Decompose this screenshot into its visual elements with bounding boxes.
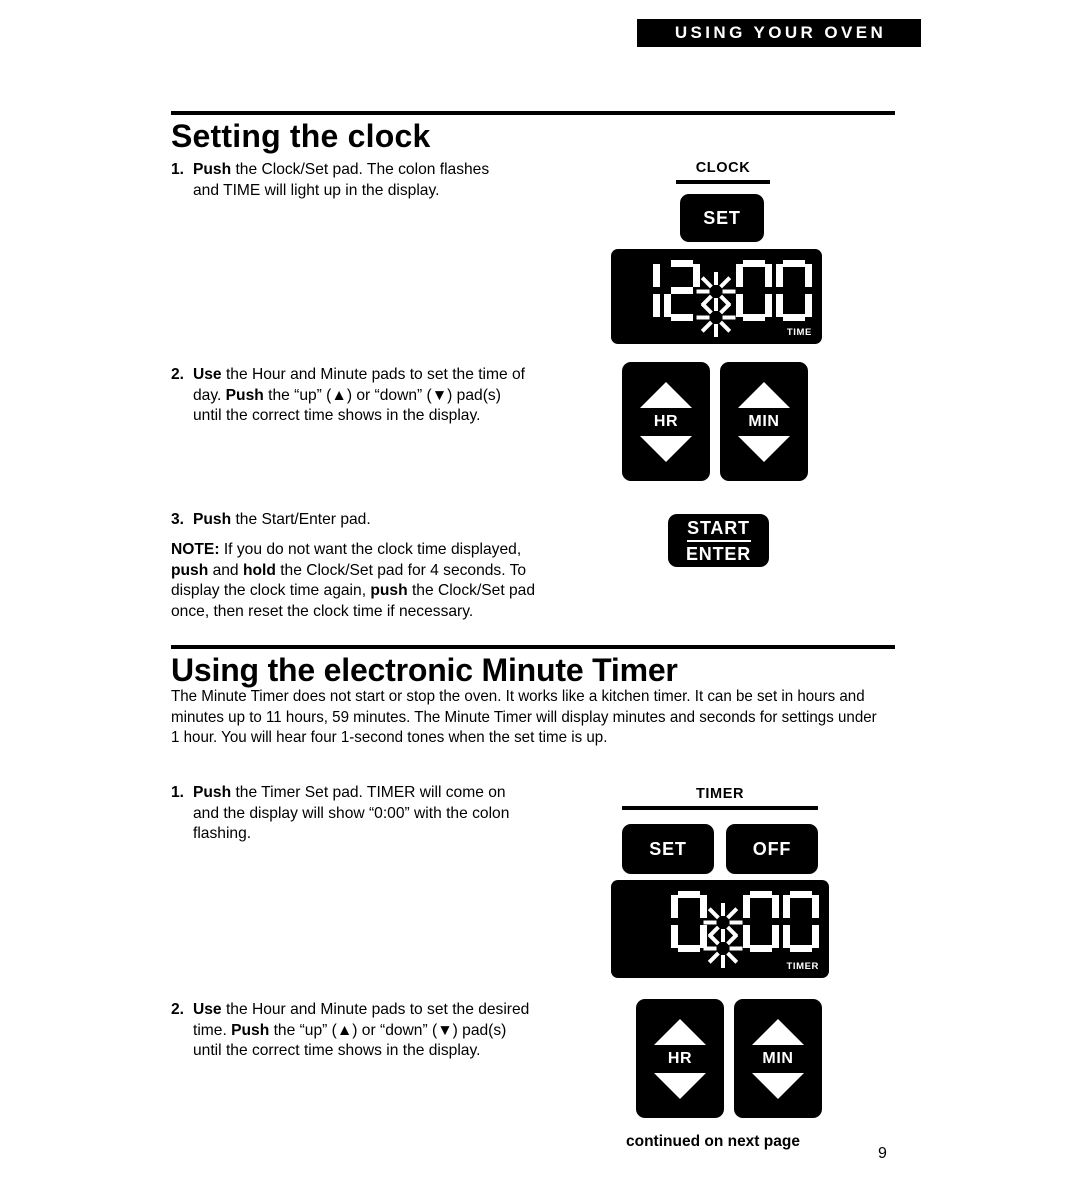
- timer-group-label: TIMER: [695, 786, 745, 802]
- start-enter-divider: [687, 540, 751, 542]
- timer-step-2-text: Use the Hour and Minute pads to set the desired time. Push the “up” (▲) or “down” (▼) pad(s) until the correct time shows in the display.: [193, 1001, 530, 1060]
- triangle-down-icon[interactable]: [752, 1073, 804, 1099]
- section-divider-clock: [171, 111, 895, 115]
- timer-display-timer-indicator: TIMER: [786, 961, 819, 972]
- clock-digit-2: [664, 260, 700, 322]
- clock-digit-1: [644, 260, 660, 322]
- continued-notice: continued on next page: [626, 1133, 800, 1150]
- clock-digit-4: [776, 260, 812, 322]
- timer-group-underline: [622, 806, 818, 810]
- triangle-down-icon[interactable]: [654, 1073, 706, 1099]
- timer-minute-pad[interactable]: [734, 999, 822, 1118]
- clock-hour-pad[interactable]: [622, 362, 710, 481]
- clock-colon-flashing-icon: [701, 260, 731, 322]
- clock-led-display: [611, 249, 822, 344]
- timer-off-pad[interactable]: OFF: [726, 824, 818, 874]
- clock-step-1: [171, 160, 501, 201]
- triangle-up-icon[interactable]: [738, 382, 790, 408]
- clock-minute-pad-label: MIN: [748, 412, 780, 430]
- clock-minute-pad[interactable]: [720, 362, 808, 481]
- timer-step-2: [171, 1000, 531, 1062]
- clock-led-digits: [640, 260, 812, 322]
- timer-digit-3: [783, 891, 819, 953]
- clock-note-text: NOTE: If you do not want the clock time displayed, push and hold the Clock/Set pad for 4 seconds. To display the clock time again, push the Clock/Set pad once, then reset the clock time if necessary.: [171, 541, 536, 620]
- timer-hour-pad-label: HR: [667, 1049, 693, 1067]
- clock-step-2: [171, 365, 531, 427]
- clock-hour-pad-label: HR: [653, 412, 679, 430]
- clock-step-2-text: Use the Hour and Minute pads to set the time of day. Push the “up” (▲) or “down” (▼) pad(s) until the correct time shows in the display.: [193, 366, 525, 425]
- timer-digit-2: [743, 891, 779, 953]
- section-divider-timer: [171, 645, 895, 649]
- page-number: 9: [878, 1145, 887, 1162]
- clock-digit-3: [736, 260, 772, 322]
- timer-step-1-text: Push the Timer Set pad. TIMER will come on and the display will show “0:00” with the colon flashing.: [193, 784, 510, 843]
- timer-led-digits: [667, 891, 819, 953]
- start-pad-label: START: [687, 517, 750, 538]
- clock-step-3: [171, 510, 531, 531]
- page-title-minute-timer: Using the electronic Minute Timer: [171, 652, 678, 688]
- timer-step-2-number: 2.: [171, 1001, 185, 1018]
- triangle-up-icon[interactable]: [654, 1019, 706, 1045]
- clock-note: [171, 540, 541, 622]
- clock-step-3-text: Push the Start/Enter pad.: [193, 511, 371, 528]
- timer-colon-flashing-icon: [708, 891, 738, 953]
- clock-step-1-text: Push the Clock/Set pad. The colon flashes and TIME will light up in the display.: [193, 161, 490, 199]
- triangle-up-icon[interactable]: [752, 1019, 804, 1045]
- timer-step-1-number: 1.: [171, 784, 185, 801]
- page-header-banner: USING YOUR OVEN: [637, 19, 921, 47]
- clock-step-3-number: 3.: [171, 511, 185, 528]
- timer-step-1: [171, 783, 531, 845]
- triangle-up-icon[interactable]: [640, 382, 692, 408]
- clock-display-time-indicator: TIME: [786, 327, 812, 338]
- triangle-down-icon[interactable]: [738, 436, 790, 462]
- clock-group-label: CLOCK: [695, 160, 751, 176]
- timer-hour-pad[interactable]: [636, 999, 724, 1118]
- enter-pad-label: ENTER: [685, 543, 751, 564]
- clock-group-underline: [676, 180, 770, 184]
- clock-step-1-number: 1.: [171, 161, 185, 178]
- timer-minute-pad-label: MIN: [762, 1049, 794, 1067]
- page-title-setting-the-clock: Setting the clock: [171, 118, 431, 154]
- clock-set-pad[interactable]: SET: [680, 194, 764, 242]
- timer-led-display: [611, 880, 829, 978]
- triangle-down-icon[interactable]: [640, 436, 692, 462]
- start-enter-pad[interactable]: [668, 514, 769, 567]
- timer-digit-1: [671, 891, 707, 953]
- timer-set-pad[interactable]: SET: [622, 824, 714, 874]
- clock-step-2-number: 2.: [171, 366, 185, 383]
- timer-intro-paragraph: The Minute Timer does not start or stop the oven. It works like a kitchen timer. It can be set in hours and minutes up to 11 hours, 59 minutes. The Minute Timer will display minutes and seconds for settings under 1 hour. You will hear four 1-second tones when the set time is up.: [171, 688, 877, 747]
